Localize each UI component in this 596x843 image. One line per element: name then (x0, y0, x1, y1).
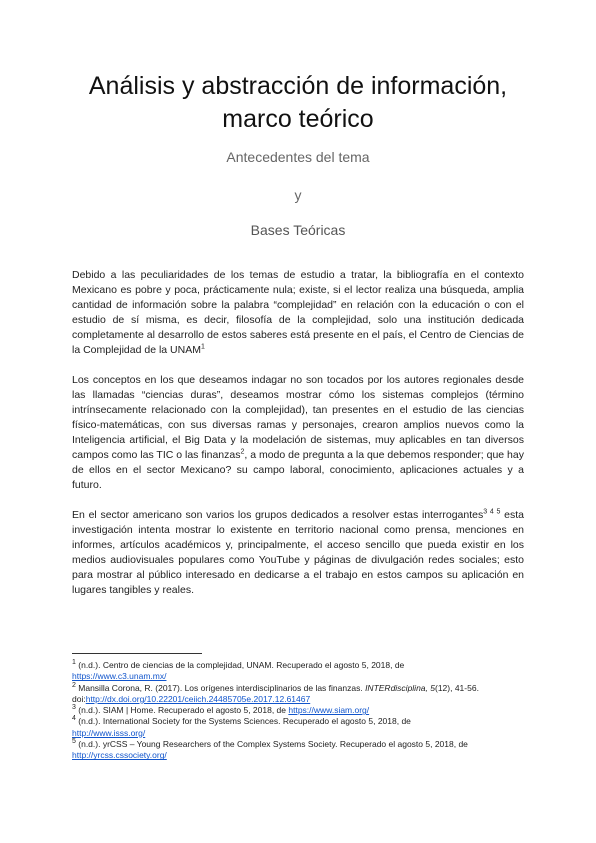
paragraph-2-text-a: Los conceptos en los que deseamos indagar no son tocados por los autores regionales desde las llamadas “ciencias duras”, deseamos mostrar cómo los sistemas complejos (término intrínsecamente relacionado con la complejidad), tan presentes en el estudio de las ciencias físico-matemáticas, con sus diversas ramas y personajes, crearon amplios nuevos como la Inteligencia artificial, el Big Data y la modelación de sistemas, muy aplicables en tan diversos campos como las TIC o las finanzas (72, 374, 524, 461)
footnote-number: 3 (72, 704, 76, 712)
footnote-text: Mansilla Corona, R. (2017). Los orígenes interdisciplinarios de las finanzas. (75, 682, 366, 693)
footnote-link[interactable]: https://www.c3.unam.mx/ (72, 671, 167, 682)
footnote-5 (72, 739, 524, 762)
document-title (40, 70, 556, 136)
subtitle-conjunction: y (294, 187, 302, 203)
footnote-journal: INTERdisciplina, 5 (365, 682, 435, 693)
footnotes (72, 660, 524, 762)
footnote-ref-1[interactable]: 1 (200, 343, 205, 351)
paragraph-1 (72, 268, 524, 358)
footnote-number: 1 (72, 659, 76, 667)
footnote-text: (n.d.). International Society for the Systems Sciences. Recuperado el agosto 5, 2018, de (75, 716, 411, 727)
footnote-link[interactable]: http://www.isss.org/ (72, 727, 146, 738)
footnote-number: 2 (72, 681, 76, 689)
footnote-text: (n.d.). yrCSS – Young Researchers of the Complex Systems Society. Recuperado el agosto 5, 2018, de (75, 739, 468, 750)
body-text (72, 268, 524, 613)
footnote-link[interactable]: https://www.siam.org/ (288, 705, 370, 716)
footnote-4 (72, 716, 524, 739)
footnote-1 (72, 660, 524, 683)
title-line-2: marco teórico (222, 105, 374, 133)
footnote-link[interactable]: http://dx.doi.org/10.22201/ceiich.24485705e.2017.12.61467 (85, 693, 311, 704)
footnote-refs-3-4-5[interactable]: 3 4 5 (483, 508, 501, 516)
footnote-number: 4 (72, 715, 76, 723)
footnote-text: (n.d.). Centro de ciencias de la complejidad, UNAM. Recuperado el agosto 5, 2018, de (75, 660, 405, 670)
footnote-ref-2[interactable]: 2 (240, 448, 245, 456)
paragraph-3-text-b: esta investigación intenta mostrar lo existente en territorio nacional como prensa, menciones en informes, artículos académicos y, principalmente, el acceso sencillo que pueda existir en los medios audiovisuales populares como YouTube y páginas de divulgación redes sociales; esto para mostrar al público interesado en dedicarse a el trabajo en estos campos su aplicación en lugares tangibles y reales. (72, 509, 524, 596)
paragraph-3 (72, 508, 524, 598)
title-line-1: Análisis y abstracción de información, (88, 72, 508, 100)
paragraph-1-text: Debido a las peculiaridades de los temas de estudio a tratar, la bibliografía en el contexto Mexicano es pobre y poca, prácticamente nula; existe, si el lector realiza una búsqueda, amplia cantidad de información sobre la palabra “complejidad” en relación con la educación o con el estudio de sí misma, es decir, filosofía de la complejidad, solo una institución dedicada completamente al desarrollo de estos saberes está presente en el país, el Centro de Ciencias de la Complejidad de la UNAM (72, 269, 524, 356)
subtitle-antecedentes: Antecedentes del tema (226, 149, 370, 165)
footnote-divider (72, 653, 202, 654)
footnote-link[interactable]: http://yrcss.cssociety.org/ (72, 750, 167, 761)
paragraph-3-text-a: En el sector americano son varios los grupos dedicados a resolver estas interrogantes (72, 509, 484, 521)
footnote-text-b: (12), 41-56. doi: (72, 682, 479, 704)
footnote-2 (72, 683, 524, 706)
paragraph-2-text-b: , a modo de pregunta a la que debemos responder; que hay de ellos en el sector Mexicano? su campo laboral, conocimiento, aplicaciones actuales y a futuro. (72, 449, 524, 491)
footnote-number: 5 (72, 738, 76, 746)
paragraph-2 (72, 373, 524, 493)
footnote-text: (n.d.). SIAM | Home. Recuperado el agosto 5, 2018, de (75, 705, 289, 716)
footnote-3 (72, 705, 524, 716)
subtitle-bases-teoricas: Bases Teóricas (250, 222, 346, 238)
